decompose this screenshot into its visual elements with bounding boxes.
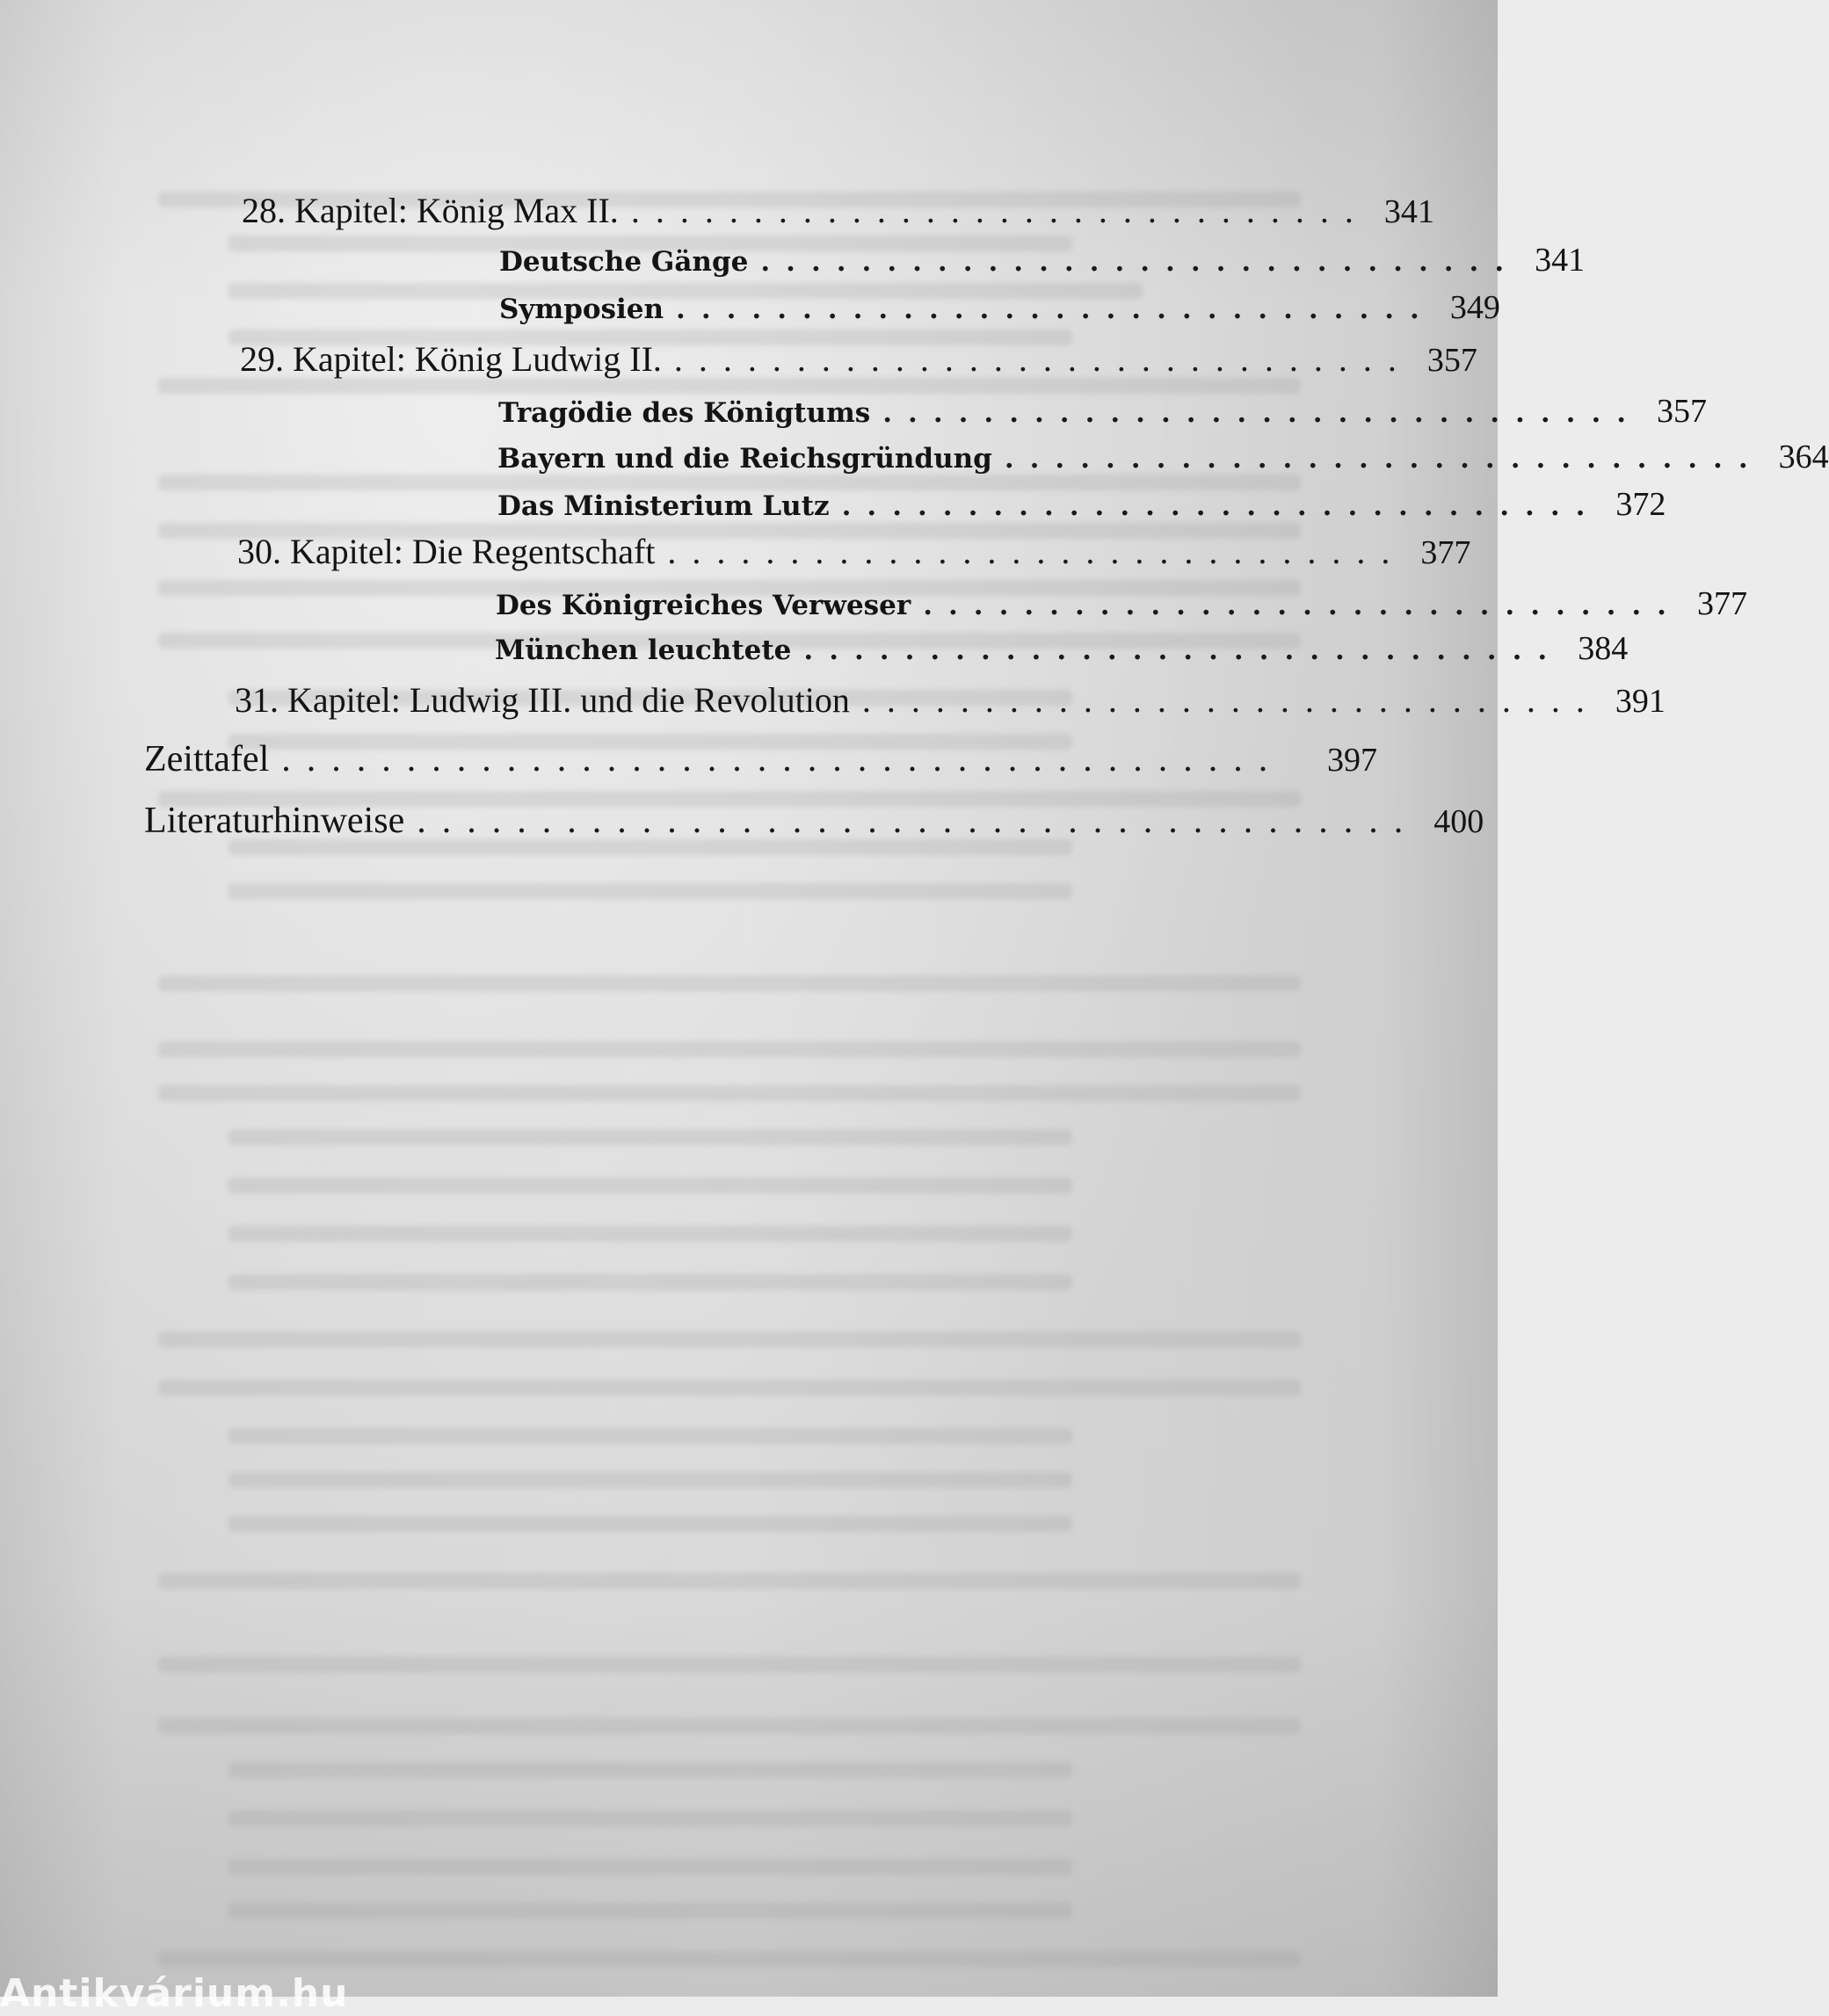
toc-entry-page-number: 377	[1420, 534, 1471, 571]
toc-entry-page-number: 372	[1615, 486, 1666, 523]
toc-entry-label: 30. Kapitel: Die Regentschaft	[237, 532, 656, 571]
toc-entry-label: Zeittafel	[144, 739, 270, 780]
toc-entry-page-number: 341	[1383, 193, 1434, 230]
toc-entry-subsection	[499, 241, 1586, 279]
dot-leader: ..............................	[673, 339, 1412, 379]
toc-entry-chapter-30	[237, 531, 1471, 572]
dot-leader: ..............................	[760, 246, 1521, 278]
dot-leader: ..............................	[803, 635, 1564, 666]
dot-leader: ..............................	[676, 294, 1435, 325]
toc-entry-subsection	[496, 584, 1747, 623]
dot-leader: ..............................	[630, 191, 1369, 230]
dot-leader: ........................................	[281, 739, 1284, 780]
toc-entry-subsection	[497, 485, 1666, 524]
watermark-text: Antikvárium.hu	[0, 1971, 349, 2016]
toc-entry-literaturhinweise	[144, 800, 1484, 842]
toc-entry-chapter-28	[242, 190, 1434, 231]
dot-leader: ..............................	[841, 490, 1601, 522]
toc-entry-chapter-29	[240, 338, 1477, 380]
toc-entry-label: Deutsche Gänge	[499, 246, 749, 278]
toc-entry-zeittafel	[144, 738, 1377, 780]
toc-entry-page-number: 384	[1578, 630, 1629, 667]
toc-entry-page-number: 341	[1535, 242, 1586, 279]
toc-entry-subsection	[495, 629, 1629, 668]
toc-entry-label: München leuchtete	[495, 635, 792, 666]
toc-entry-page-number: 364	[1778, 439, 1829, 475]
toc-entry-subsection	[499, 288, 1500, 327]
dot-leader: ..............................	[861, 680, 1600, 720]
dot-leader: ........................................	[417, 801, 1419, 841]
toc-entry-label: Literaturhinweise	[144, 801, 405, 841]
dot-leader: ..............................	[882, 397, 1643, 429]
toc-entry-label: Tragödie des Königtums	[498, 397, 871, 429]
dot-leader: ..............................	[1004, 443, 1764, 475]
toc-entry-label: Bayern und die Reichsgründung	[497, 443, 992, 475]
dot-leader: ..............................	[923, 590, 1682, 621]
toc-entry-page-number: 377	[1696, 585, 1747, 622]
toc-entry-page-number: 357	[1426, 342, 1477, 379]
toc-entry-label: 31. Kapitel: Ludwig III. und die Revolution	[235, 680, 850, 720]
toc-entry-page-number: 391	[1615, 683, 1666, 720]
toc-entry-page-number: 349	[1449, 289, 1500, 326]
toc-entry-page-number: 357	[1657, 393, 1708, 430]
toc-entry-label: Symposien	[499, 294, 664, 325]
dot-leader: ..............................	[667, 532, 1406, 571]
toc-entry-label: Des Königreiches Verweser	[496, 590, 911, 621]
toc-entry-label: 29. Kapitel: König Ludwig II.	[240, 339, 662, 379]
toc-entry-subsection	[497, 438, 1829, 476]
toc-entry-page-number: 400	[1433, 803, 1484, 840]
toc-entry-label: Das Ministerium Lutz	[497, 490, 830, 522]
toc-entry-page-number: 397	[1327, 742, 1377, 779]
toc-entry-chapter-31	[235, 679, 1666, 721]
toc-entry-label: 28. Kapitel: König Max II.	[242, 191, 619, 230]
toc-entry-subsection	[498, 392, 1708, 431]
